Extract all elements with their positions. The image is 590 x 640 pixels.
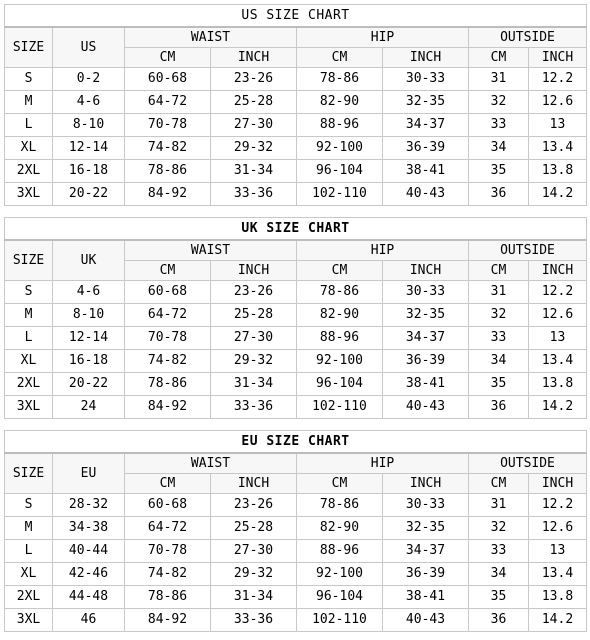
outside-inch-cell: 14.2 [529,182,587,205]
size-column-header: SIZE [5,27,53,67]
hip-inch-header: INCH [383,473,469,493]
hip-cm-cell: 96-104 [297,159,383,182]
waist-cm-cell: 78-86 [125,372,211,395]
outside-cm-cell: 33 [469,539,529,562]
table-row [5,608,587,631]
outside-inch-cell: 13 [529,113,587,136]
table-row [5,585,587,608]
hip-inch-cell: 32-35 [383,303,469,326]
outside-cm-cell: 33 [469,113,529,136]
size-cell: 3XL [5,395,53,418]
outside-cm-cell: 35 [469,159,529,182]
hip-inch-cell: 36-39 [383,349,469,372]
outside-inch-cell: 13.4 [529,562,587,585]
region-size-cell: 20-22 [53,372,125,395]
outside-cm-cell: 31 [469,67,529,90]
outside-inch-header: INCH [529,473,587,493]
size-cell: 3XL [5,182,53,205]
region-size-cell: 4-6 [53,90,125,113]
us-chart-body [5,67,587,205]
table-row [5,372,587,395]
table-row [5,113,587,136]
waist-cm-cell: 64-72 [125,516,211,539]
size-column-header: SIZE [5,453,53,493]
table-row [5,280,587,303]
outside-header: OUTSIDE [469,27,587,47]
table-row [5,90,587,113]
outside-cm-cell: 31 [469,280,529,303]
waist-cm-cell: 70-78 [125,326,211,349]
size-cell: XL [5,349,53,372]
eu-chart-body [5,493,587,631]
outside-cm-cell: 35 [469,585,529,608]
waist-cm-cell: 60-68 [125,280,211,303]
chart-title: UK SIZE CHART [5,218,587,241]
size-cell: S [5,280,53,303]
region-size-cell: 46 [53,608,125,631]
hip-cm-cell: 82-90 [297,303,383,326]
table-row [5,349,587,372]
hip-inch-cell: 38-41 [383,372,469,395]
outside-inch-cell: 12.6 [529,516,587,539]
region-size-cell: 12-14 [53,136,125,159]
table-row [5,493,587,516]
hip-header: HIP [297,240,469,260]
hip-cm-cell: 92-100 [297,562,383,585]
size-cell: L [5,326,53,349]
waist-inch-cell: 33-36 [211,182,297,205]
outside-inch-cell: 13 [529,539,587,562]
hip-cm-cell: 82-90 [297,516,383,539]
hip-inch-cell: 32-35 [383,90,469,113]
waist-inch-cell: 25-28 [211,90,297,113]
region-size-cell: 12-14 [53,326,125,349]
region-size-cell: 0-2 [53,67,125,90]
waist-inch-cell: 25-28 [211,516,297,539]
size-cell: M [5,303,53,326]
hip-cm-cell: 78-86 [297,493,383,516]
table-row [5,516,587,539]
hip-inch-header: INCH [383,260,469,280]
outside-cm-cell: 34 [469,562,529,585]
waist-inch-cell: 27-30 [211,539,297,562]
hip-cm-cell: 96-104 [297,372,383,395]
waist-inch-cell: 31-34 [211,585,297,608]
outside-inch-header: INCH [529,47,587,67]
waist-inch-cell: 33-36 [211,395,297,418]
waist-inch-cell: 23-26 [211,67,297,90]
chart-title: US SIZE CHART [5,5,587,28]
hip-cm-cell: 88-96 [297,113,383,136]
region-size-cell: 40-44 [53,539,125,562]
region-column-header: UK [53,240,125,280]
hip-inch-cell: 34-37 [383,113,469,136]
waist-cm-cell: 74-82 [125,349,211,372]
waist-cm-cell: 74-82 [125,562,211,585]
outside-inch-header: INCH [529,260,587,280]
outside-cm-cell: 31 [469,493,529,516]
outside-inch-cell: 13.4 [529,136,587,159]
waist-inch-cell: 23-26 [211,280,297,303]
waist-cm-cell: 74-82 [125,136,211,159]
hip-cm-cell: 92-100 [297,136,383,159]
size-cell: S [5,67,53,90]
eu-size-chart-table [4,430,587,632]
region-column-header: EU [53,453,125,493]
size-column-header: SIZE [5,240,53,280]
table-row [5,562,587,585]
us-size-chart-table [4,4,587,206]
hip-inch-cell: 32-35 [383,516,469,539]
region-size-cell: 16-18 [53,159,125,182]
size-cell: 2XL [5,372,53,395]
outside-cm-cell: 33 [469,326,529,349]
outside-cm-cell: 36 [469,182,529,205]
hip-cm-cell: 88-96 [297,539,383,562]
outside-cm-header: CM [469,260,529,280]
outside-inch-cell: 12.6 [529,303,587,326]
region-size-cell: 20-22 [53,182,125,205]
waist-inch-cell: 29-32 [211,136,297,159]
outside-inch-cell: 13.8 [529,585,587,608]
waist-header: WAIST [125,240,297,260]
outside-inch-cell: 12.2 [529,67,587,90]
hip-inch-cell: 30-33 [383,67,469,90]
outside-header: OUTSIDE [469,453,587,473]
hip-cm-cell: 78-86 [297,280,383,303]
outside-inch-cell: 13.8 [529,159,587,182]
table-row [5,159,587,182]
region-size-cell: 24 [53,395,125,418]
outside-header: OUTSIDE [469,240,587,260]
table-row [5,182,587,205]
waist-cm-cell: 70-78 [125,113,211,136]
hip-header: HIP [297,27,469,47]
hip-inch-cell: 30-33 [383,280,469,303]
uk-size-chart-table [4,217,587,419]
table-row [5,136,587,159]
hip-inch-cell: 38-41 [383,585,469,608]
outside-cm-cell: 36 [469,395,529,418]
outside-inch-cell: 13.8 [529,372,587,395]
table-row [5,303,587,326]
outside-cm-cell: 35 [469,372,529,395]
waist-inch-cell: 33-36 [211,608,297,631]
hip-cm-cell: 82-90 [297,90,383,113]
waist-cm-cell: 78-86 [125,585,211,608]
hip-inch-cell: 40-43 [383,395,469,418]
waist-cm-cell: 64-72 [125,90,211,113]
outside-cm-header: CM [469,47,529,67]
waist-cm-cell: 60-68 [125,493,211,516]
size-cell: 3XL [5,608,53,631]
region-column-header: US [53,27,125,67]
waist-cm-header: CM [125,473,211,493]
hip-cm-cell: 92-100 [297,349,383,372]
outside-cm-cell: 34 [469,136,529,159]
table-row [5,539,587,562]
outside-cm-cell: 32 [469,303,529,326]
hip-inch-cell: 38-41 [383,159,469,182]
waist-header: WAIST [125,27,297,47]
chart-title: EU SIZE CHART [5,431,587,454]
waist-inch-cell: 23-26 [211,493,297,516]
outside-cm-cell: 36 [469,608,529,631]
outside-inch-cell: 14.2 [529,608,587,631]
waist-inch-cell: 27-30 [211,113,297,136]
size-cell: S [5,493,53,516]
region-size-cell: 34-38 [53,516,125,539]
hip-cm-cell: 96-104 [297,585,383,608]
hip-cm-cell: 78-86 [297,67,383,90]
hip-cm-header: CM [297,473,383,493]
hip-header: HIP [297,453,469,473]
table-row [5,67,587,90]
hip-inch-cell: 30-33 [383,493,469,516]
outside-cm-cell: 32 [469,516,529,539]
region-size-cell: 44-48 [53,585,125,608]
waist-inch-header: INCH [211,47,297,67]
size-cell: L [5,113,53,136]
waist-cm-header: CM [125,260,211,280]
size-cell: M [5,90,53,113]
hip-inch-cell: 34-37 [383,539,469,562]
waist-cm-cell: 64-72 [125,303,211,326]
outside-inch-cell: 12.2 [529,280,587,303]
waist-cm-cell: 70-78 [125,539,211,562]
table-row [5,395,587,418]
hip-inch-cell: 36-39 [383,562,469,585]
waist-inch-cell: 29-32 [211,562,297,585]
hip-inch-header: INCH [383,47,469,67]
region-size-cell: 42-46 [53,562,125,585]
size-cell: XL [5,562,53,585]
waist-inch-cell: 31-34 [211,159,297,182]
region-size-cell: 4-6 [53,280,125,303]
size-cell: 2XL [5,585,53,608]
hip-cm-header: CM [297,47,383,67]
waist-inch-cell: 25-28 [211,303,297,326]
hip-inch-cell: 40-43 [383,608,469,631]
hip-cm-cell: 102-110 [297,395,383,418]
waist-inch-cell: 27-30 [211,326,297,349]
region-size-cell: 28-32 [53,493,125,516]
hip-inch-cell: 40-43 [383,182,469,205]
waist-header: WAIST [125,453,297,473]
hip-cm-cell: 102-110 [297,608,383,631]
uk-chart-body [5,280,587,418]
size-cell: M [5,516,53,539]
size-cell: L [5,539,53,562]
waist-cm-cell: 78-86 [125,159,211,182]
waist-cm-cell: 84-92 [125,395,211,418]
waist-cm-header: CM [125,47,211,67]
size-cell: 2XL [5,159,53,182]
table-row [5,326,587,349]
outside-cm-cell: 34 [469,349,529,372]
outside-inch-cell: 12.6 [529,90,587,113]
hip-inch-cell: 36-39 [383,136,469,159]
waist-inch-cell: 29-32 [211,349,297,372]
waist-cm-cell: 84-92 [125,608,211,631]
region-size-cell: 16-18 [53,349,125,372]
size-cell: XL [5,136,53,159]
waist-inch-header: INCH [211,260,297,280]
region-size-cell: 8-10 [53,113,125,136]
waist-inch-header: INCH [211,473,297,493]
hip-cm-cell: 102-110 [297,182,383,205]
outside-cm-header: CM [469,473,529,493]
waist-cm-cell: 84-92 [125,182,211,205]
region-size-cell: 8-10 [53,303,125,326]
outside-inch-cell: 14.2 [529,395,587,418]
outside-inch-cell: 12.2 [529,493,587,516]
waist-cm-cell: 60-68 [125,67,211,90]
hip-cm-header: CM [297,260,383,280]
outside-cm-cell: 32 [469,90,529,113]
outside-inch-cell: 13.4 [529,349,587,372]
outside-inch-cell: 13 [529,326,587,349]
waist-inch-cell: 31-34 [211,372,297,395]
hip-inch-cell: 34-37 [383,326,469,349]
hip-cm-cell: 88-96 [297,326,383,349]
